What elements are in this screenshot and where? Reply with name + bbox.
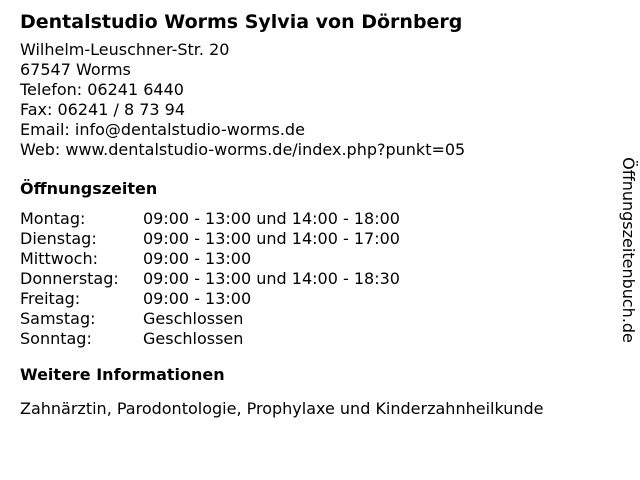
fax-line: Fax: 06241 / 8 73 94: [20, 100, 186, 119]
opening-hours-table: [20, 209, 610, 349]
hours-row-tuesday: [20, 229, 610, 249]
hours-time: 09:00 - 13:00 und 14:00 - 18:30: [143, 269, 400, 288]
hours-day: Dienstag:: [20, 229, 97, 248]
hours-time: 09:00 - 13:00: [143, 249, 252, 268]
hours-day: Donnerstag:: [20, 269, 119, 288]
hours-day: Sonntag:: [20, 329, 92, 348]
hours-row-friday: [20, 289, 610, 309]
hours-row-wednesday: [20, 249, 610, 269]
contact-block: [20, 40, 610, 160]
further-info-heading: Weitere Informationen: [20, 365, 225, 384]
hours-day: Samstag:: [20, 309, 96, 328]
business-name: Dentalstudio Worms Sylvia von Dörnberg: [20, 11, 463, 33]
further-info-text: Zahnärztin, Parodontologie, Prophylaxe und Kinderzahnheilkunde: [20, 399, 544, 418]
hours-row-thursday: [20, 269, 610, 289]
hours-time: Geschlossen: [143, 309, 244, 328]
hours-time: 09:00 - 13:00: [143, 289, 252, 308]
hours-day: Montag:: [20, 209, 86, 228]
opening-hours-heading: Öffnungszeiten: [20, 179, 158, 198]
postal-city: 67547 Worms: [20, 60, 131, 79]
hours-row-saturday: [20, 309, 610, 329]
email-line: Email: info@dentalstudio-worms.de: [20, 120, 305, 139]
hours-time: 09:00 - 13:00 und 14:00 - 18:00: [143, 209, 400, 228]
phone-line: Telefon: 06241 6440: [20, 80, 184, 99]
street-address: Wilhelm-Leuschner-Str. 20: [20, 40, 230, 59]
hours-row-sunday: [20, 329, 610, 349]
site-branding-label: Öffnungszeitenbuch.de: [619, 157, 638, 343]
web-line: Web: www.dentalstudio-worms.de/index.php?punkt=05: [20, 140, 466, 159]
hours-day: Mittwoch:: [20, 249, 98, 268]
listing-card: [20, 10, 610, 419]
hours-row-monday: [20, 209, 610, 229]
hours-time: 09:00 - 13:00 und 14:00 - 17:00: [143, 229, 400, 248]
hours-day: Freitag:: [20, 289, 81, 308]
hours-time: Geschlossen: [143, 329, 244, 348]
